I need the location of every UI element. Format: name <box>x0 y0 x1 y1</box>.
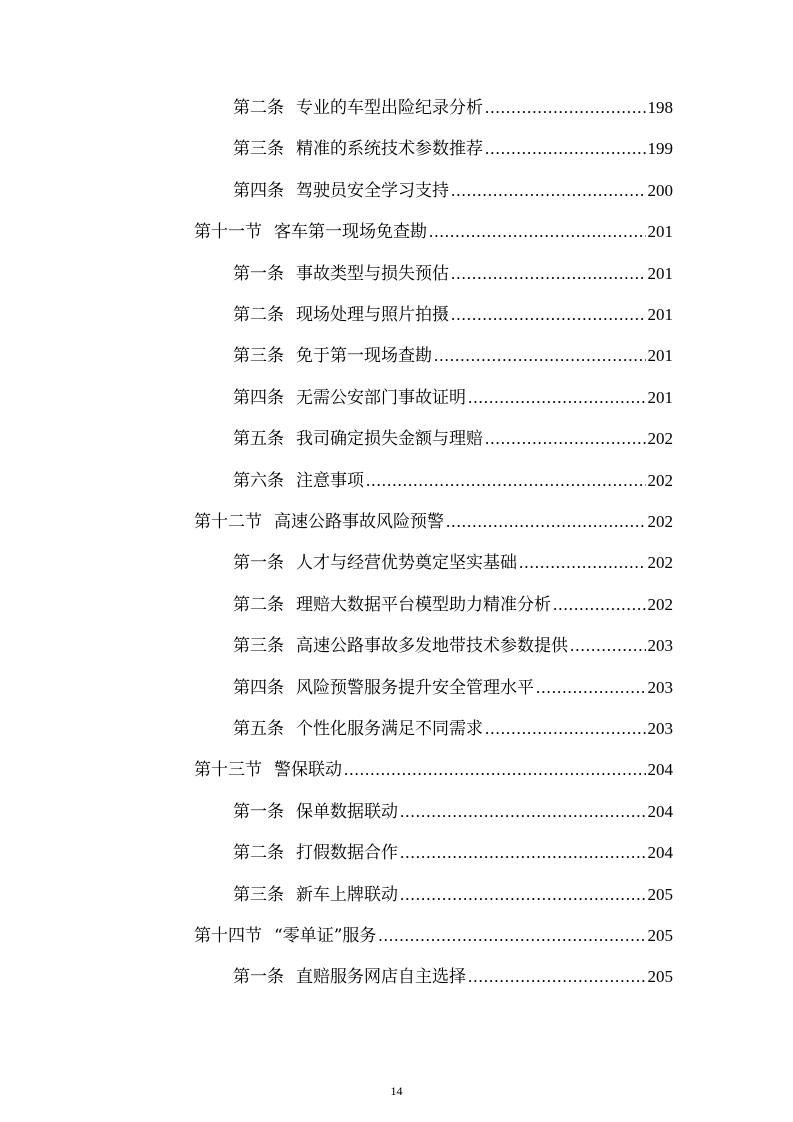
toc-entry-number: 第一条 <box>233 967 284 988</box>
toc-entry-label <box>233 833 398 873</box>
dot-leader <box>400 792 646 832</box>
toc-item-entry[interactable] <box>233 543 673 583</box>
dot-leader <box>485 88 646 128</box>
toc-entry-label <box>233 254 449 294</box>
toc-entry-title: 事故类型与损失预估 <box>296 263 449 284</box>
toc-entry-title: 注意事项 <box>296 470 364 491</box>
toc-page-number: 202 <box>647 470 673 490</box>
toc-entry-title: 驾驶员安全学习支持 <box>296 180 449 201</box>
toc-page-number: 205 <box>647 926 673 945</box>
toc-entry-number: 第三条 <box>233 346 284 367</box>
toc-page-number: 201 <box>647 222 673 242</box>
toc-item-entry[interactable] <box>233 626 673 666</box>
dot-leader <box>446 502 646 542</box>
toc-entry-label <box>233 792 398 832</box>
dot-leader <box>485 129 646 169</box>
toc-page-number: 205 <box>647 884 673 904</box>
toc-page-number: 201 <box>647 387 673 407</box>
toc-page-number: 201 <box>647 263 673 283</box>
toc-entry-number: 第三条 <box>233 884 284 905</box>
toc-entry-number: 第一条 <box>233 801 284 822</box>
toc-entry-number: 第一条 <box>233 553 284 574</box>
toc-entry-label <box>233 88 483 128</box>
toc-page-number: 201 <box>647 305 673 324</box>
toc-entry-label <box>233 295 449 335</box>
dot-leader <box>485 709 646 749</box>
toc-entry-number: 第十一节 <box>194 222 262 243</box>
toc-entry-label <box>233 709 483 749</box>
toc-page-number: 198 <box>647 98 673 117</box>
toc-entry-label <box>194 212 427 252</box>
toc-entry-title: 保单数据联动 <box>296 801 398 822</box>
toc-entry-label <box>194 916 376 956</box>
toc-item-entry[interactable] <box>233 88 673 128</box>
toc-entry-label <box>233 626 568 666</box>
toc-item-entry[interactable] <box>233 875 673 915</box>
toc-entry-title: 精准的系统技术参数推荐 <box>296 139 483 160</box>
toc-section-entry[interactable] <box>194 212 673 252</box>
toc-entry-label <box>233 668 534 708</box>
toc-entry-title: 我司确定损失金额与理赔 <box>296 429 483 450</box>
toc-page-number: 204 <box>647 843 673 863</box>
toc-item-entry[interactable] <box>233 336 673 376</box>
toc-item-entry[interactable] <box>233 295 673 335</box>
toc-entry-label <box>233 171 449 211</box>
toc-page-number: 204 <box>647 760 673 780</box>
toc-entry-title: 人才与经营优势奠定坚实基础 <box>296 553 517 574</box>
toc-item-entry[interactable] <box>233 461 673 501</box>
dot-leader <box>468 957 646 997</box>
toc-item-entry[interactable] <box>233 668 673 708</box>
toc-entry-number: 第一条 <box>233 263 284 284</box>
toc-page-number: 205 <box>647 967 673 987</box>
toc-entry-number: 第二条 <box>233 98 284 118</box>
toc-item-entry[interactable] <box>233 709 673 749</box>
dot-leader <box>536 668 646 708</box>
toc-entry-number: 第十二节 <box>194 512 262 532</box>
toc-entry-title: 客车第一现场免查勘 <box>274 222 427 243</box>
toc-entry-number: 第六条 <box>233 470 284 491</box>
toc-item-entry[interactable] <box>233 419 673 459</box>
dot-leader <box>570 626 646 666</box>
toc-entry-number: 第十三节 <box>194 760 262 781</box>
toc-entry-title: 专业的车型出险纪录分析 <box>296 98 483 118</box>
toc-entry-label <box>233 543 517 583</box>
toc-entry-number: 第十四节 <box>194 926 262 946</box>
toc-page-number: 200 <box>647 180 673 200</box>
toc-entry-title: 高速公路事故多发地带技术参数提供 <box>296 636 568 657</box>
toc-item-entry[interactable] <box>233 833 673 873</box>
toc-entry-title: 打假数据合作 <box>296 843 398 864</box>
toc-page-number: 202 <box>647 429 673 449</box>
dot-leader <box>519 543 646 583</box>
toc-entry-title: 理赔大数据平台模型助力精准分析 <box>296 594 551 615</box>
toc-entry-number: 第四条 <box>233 180 284 201</box>
toc-entry-number: 第四条 <box>233 677 284 698</box>
toc-entry-label <box>233 336 432 376</box>
dot-leader <box>451 254 646 294</box>
dot-leader <box>451 171 646 211</box>
toc-item-entry[interactable] <box>233 957 673 997</box>
toc-entry-title: 风险预警服务提升安全管理水平 <box>296 677 534 698</box>
toc-entry-number: 第二条 <box>233 594 284 615</box>
toc-page-number: 202 <box>647 553 673 573</box>
toc-entry-title: 免于第一现场查勘 <box>296 346 432 367</box>
toc-entry-title: 个性化服务满足不同需求 <box>296 719 483 739</box>
toc-page-number: 203 <box>647 677 673 697</box>
dot-leader <box>451 295 646 335</box>
toc-item-entry[interactable] <box>233 254 673 294</box>
toc-entry-label <box>233 585 551 625</box>
toc-item-entry[interactable] <box>233 171 673 211</box>
dot-leader <box>378 916 645 956</box>
toc-page-number: 202 <box>647 512 673 531</box>
toc-entry-label <box>194 750 342 790</box>
toc-section-entry[interactable] <box>194 502 673 542</box>
toc-entry-title: 高速公路事故风险预警 <box>274 512 444 532</box>
page-number: 14 <box>390 1084 403 1098</box>
toc-entry-number: 第二条 <box>233 305 284 325</box>
toc-entry-title: “零单证”服务 <box>274 926 377 946</box>
toc-page-number: 199 <box>647 139 673 159</box>
toc-entry-number: 第五条 <box>233 429 284 450</box>
dot-leader <box>400 833 646 873</box>
dot-leader <box>400 875 646 915</box>
toc-entry-title: 无需公安部门事故证明 <box>296 387 466 408</box>
dot-leader <box>344 750 646 790</box>
toc-item-entry[interactable] <box>233 792 673 832</box>
toc-entry-title: 新车上牌联动 <box>296 884 398 905</box>
toc-item-entry[interactable] <box>233 129 673 169</box>
toc-entry-number: 第四条 <box>233 387 284 408</box>
toc-entry-number: 第三条 <box>233 139 284 160</box>
toc-page-number: 201 <box>647 346 673 366</box>
toc-entry-label <box>233 378 466 418</box>
toc-page-number: 203 <box>647 719 673 738</box>
dot-leader <box>366 461 646 501</box>
dot-leader <box>434 336 646 376</box>
toc-entry-number: 第五条 <box>233 719 284 739</box>
toc-section-entry[interactable] <box>194 916 673 956</box>
toc-entry-label <box>233 461 364 501</box>
toc-page-number: 203 <box>647 636 673 656</box>
toc-page-number: 204 <box>647 801 673 821</box>
toc-entry-number: 第二条 <box>233 843 284 864</box>
toc-entry-label <box>233 129 483 169</box>
toc-entry-title: 现场处理与照片拍摄 <box>296 305 449 325</box>
toc-item-entry[interactable] <box>233 585 673 625</box>
toc-entry-title: 直赔服务网店自主选择 <box>296 967 466 988</box>
toc-section-entry[interactable] <box>194 750 673 790</box>
dot-leader <box>485 419 646 459</box>
dot-leader <box>553 585 646 625</box>
toc-entry-label <box>194 502 444 542</box>
toc-entry-label <box>233 957 466 997</box>
toc-entry-label <box>233 419 483 459</box>
toc-entry-title: 警保联动 <box>274 760 342 781</box>
toc-entry-label <box>233 875 398 915</box>
toc-item-entry[interactable] <box>233 378 673 418</box>
dot-leader <box>468 378 646 418</box>
toc-entry-number: 第三条 <box>233 636 284 657</box>
dot-leader <box>429 212 646 252</box>
toc-page-number: 202 <box>647 594 673 614</box>
